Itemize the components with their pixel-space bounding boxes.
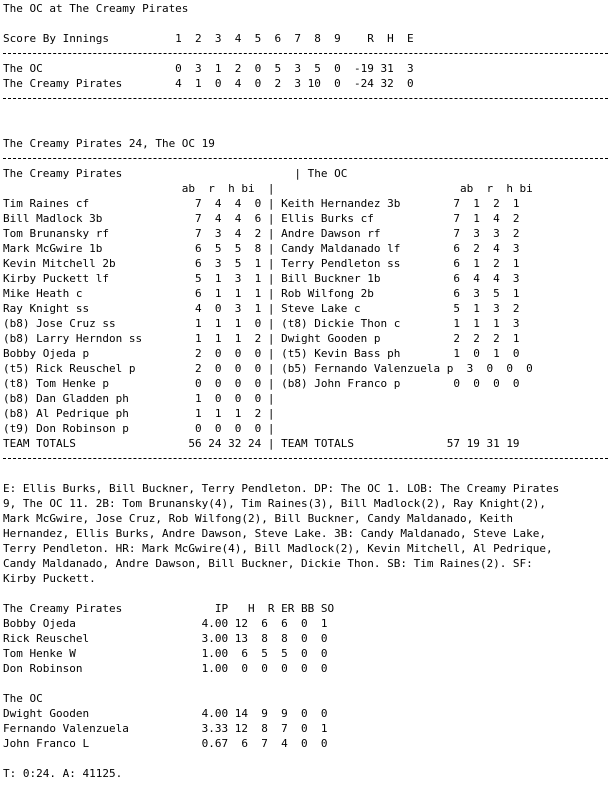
text-line: Bobby Ojeda 4.00 12 6 6 0 1 <box>3 617 328 630</box>
text-line: The OC <box>3 692 43 705</box>
text-line: Score By Innings 1 2 3 4 5 6 7 8 9 R H E <box>3 32 414 45</box>
text-line: Mark McGwire 1b 6 5 5 8 | Candy Maldanado lf 6 2 4 3 <box>3 242 520 255</box>
text-line: The OC 0 3 1 2 0 5 3 5 0 -19 31 3 <box>3 62 414 75</box>
text-line: (t5) Rick Reuschel p 2 0 0 0 | (b5) Fernando Valenzuela p 3 0 0 0 <box>3 362 533 375</box>
text-line: Tim Raines cf 7 4 4 0 | Keith Hernandez 3b 7 1 2 1 <box>3 197 520 210</box>
separator-rule <box>3 158 608 159</box>
text-line: Terry Pendleton. HR: Mark McGwire(4), Bill Madlock(2), Kevin Mitchell, Al Pedrique, <box>3 542 553 555</box>
text-line: Ray Knight ss 4 0 3 1 | Steve Lake c 5 1 3 2 <box>3 302 520 315</box>
blank-line <box>3 16 612 31</box>
text-line: Kirby Puckett. <box>3 572 96 585</box>
text-line: Hernandez, Ellis Burks, Andre Dawson, Steve Lake. 3B: Candy Maldanado, Steve Lake, <box>3 527 547 540</box>
text-line: Candy Maldanado, Andre Dawson, Bill Buckner, Dickie Thon. SB: Tim Raines(2). SF: <box>3 557 533 570</box>
text-line: Tom Brunansky rf 7 3 4 2 | Andre Dawson rf 7 3 3 2 <box>3 227 520 240</box>
text-line: Mike Heath c 6 1 1 1 | Rob Wilfong 2b 6 3 5 1 <box>3 287 520 300</box>
text-line: Rick Reuschel 3.00 13 8 8 0 0 <box>3 632 328 645</box>
text-line: TEAM TOTALS 56 24 32 24 | TEAM TOTALS 57 19 31 19 <box>3 437 520 450</box>
text-line: ab r h bi | ab r h bi <box>3 182 533 195</box>
blank-line <box>3 106 612 121</box>
separator-rule <box>3 98 608 99</box>
text-line: Fernando Valenzuela 3.33 12 8 7 0 1 <box>3 722 328 735</box>
blank-line <box>3 121 612 136</box>
text-line: (b8) Al Pedrique ph 1 1 1 2 | <box>3 407 275 420</box>
text-line: (b8) Larry Herndon ss 1 1 1 2 | Dwight Gooden p 2 2 2 1 <box>3 332 520 345</box>
text-line: E: Ellis Burks, Bill Buckner, Terry Pendleton. DP: The OC 1. LOB: The Creamy Pirates <box>3 482 560 495</box>
text-line: John Franco L 0.67 6 7 4 0 0 <box>3 737 328 750</box>
blank-line <box>3 676 612 691</box>
separator-rule <box>3 53 608 54</box>
text-line: The Creamy Pirates | The OC <box>3 167 348 180</box>
text-line: The OC at The Creamy Pirates <box>3 2 189 15</box>
text-line: The Creamy Pirates 4 1 0 4 0 2 3 10 0 -24 32 0 <box>3 77 414 90</box>
text-line: (t9) Don Robinson p 0 0 0 0 | <box>3 422 275 435</box>
text-line: Tom Henke W 1.00 6 5 5 0 0 <box>3 647 328 660</box>
text-line: Mark McGwire, Jose Cruz, Rob Wilfong(2), Bill Buckner, Candy Maldanado, Keith <box>3 512 513 525</box>
text-line: Don Robinson 1.00 0 0 0 0 0 <box>3 662 328 675</box>
text-line: T: 0:24. A: 41125. <box>3 767 123 780</box>
text-line: Kevin Mitchell 2b 6 3 5 1 | Terry Pendleton ss 6 1 2 1 <box>3 257 520 270</box>
text-line: The Creamy Pirates 24, The OC 19 <box>3 137 215 150</box>
text-line: (t8) Tom Henke p 0 0 0 0 | (b8) John Franco p 0 0 0 0 <box>3 377 520 390</box>
text-line: (b8) Dan Gladden ph 1 0 0 0 | <box>3 392 275 405</box>
blank-line <box>3 586 612 601</box>
blank-line <box>3 466 612 481</box>
text-line: Kirby Puckett lf 5 1 3 1 | Bill Buckner 1b 6 4 4 3 <box>3 272 520 285</box>
text-line: Bill Madlock 3b 7 4 4 6 | Ellis Burks cf 7 1 4 2 <box>3 212 520 225</box>
blank-line <box>3 751 612 766</box>
separator-rule <box>3 458 608 459</box>
text-line: The Creamy Pirates IP H R ER BB SO <box>3 602 335 615</box>
text-line: Dwight Gooden 4.00 14 9 9 0 0 <box>3 707 328 720</box>
text-line: 9, The OC 11. 2B: Tom Brunansky(4), Tim Raines(3), Bill Madlock(2), Ray Knight(2), <box>3 497 547 510</box>
text-line: Bobby Ojeda p 2 0 0 0 | (t5) Kevin Bass ph 1 0 1 0 <box>3 347 520 360</box>
text-line: (b8) Jose Cruz ss 1 1 1 0 | (t8) Dickie Thon c 1 1 1 3 <box>3 317 520 330</box>
